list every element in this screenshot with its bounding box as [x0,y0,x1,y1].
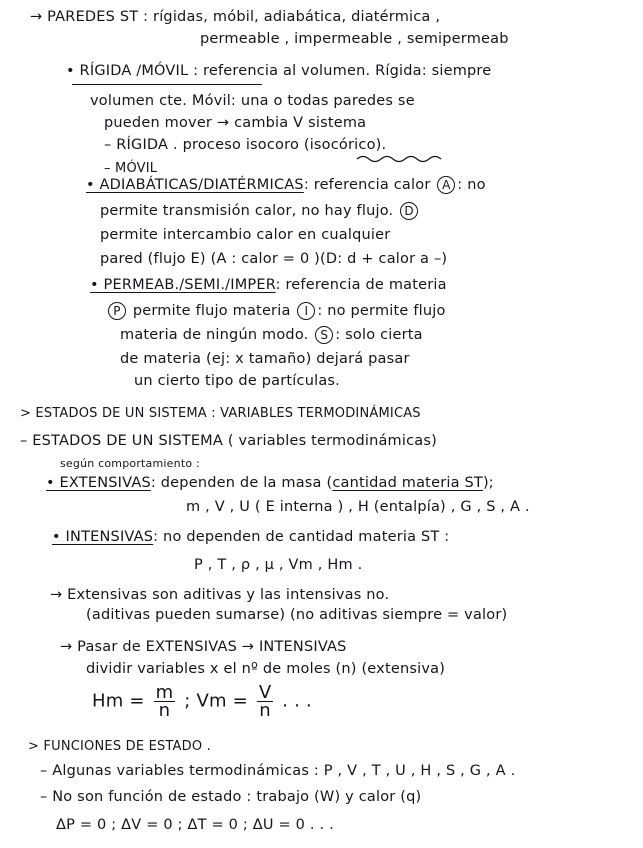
funciones-heading: > FUNCIONES DE ESTADO . [28,739,211,754]
permeab-line-4: de materia (ej: x tamaño) dejará pasar [120,351,410,367]
fraction-denominator-n-2: n [259,700,271,721]
extensivas-heading: • EXTENSIVAS [46,475,151,491]
estados-line-1: – ESTADOS DE UN SISTEMA ( variables termodinámicas) [20,433,437,449]
formula-dots: . . . [282,690,312,712]
notes-line-1: → Extensivas son aditivas y las intensivas no. [50,587,390,603]
circled-letter-p: P [108,302,126,320]
notes-line-2: (aditivas pueden sumarse) (no aditivas siempre = valor) [86,607,508,623]
notes-line-4: dividir variables x el nº de moles (n) (extensiva) [86,661,446,677]
adiabaticas-line-1 [86,176,486,194]
funciones-line-4: ΔP = 0 ; ΔV = 0 ; ΔT = 0 ; ΔU = 0 . . . [56,817,334,833]
fraction-numerator-m: m [155,682,174,703]
adiabaticas-line-4: pared (flujo E) (A : calor = 0 )(D: d + calor a –) [100,251,448,267]
paredes-line-1: → PAREDES ST : rígidas, móbil, adiabática, diatérmica , [30,9,441,25]
permeab-line-2-text: permite flujo materia [132,303,291,319]
rigida-line-3: pueden mover → cambia V sistema [104,115,367,131]
circled-letter-i: I [297,302,315,320]
formula-hm: Hm = [92,690,145,712]
fraction-denominator-n: n [158,700,171,721]
estados-heading: > ESTADOS DE UN SISTEMA : VARIABLES TERMODINÁMICAS [20,406,421,421]
adiabaticas-line-2 [100,202,420,220]
permeab-line-3 [120,326,423,344]
adiabaticas-line-3: permite intercambio calor en cualquier [100,227,391,243]
adiabaticas-heading: • ADIABÁTICAS/DIATÉRMICAS [86,177,304,193]
permeab-ref: : referencia de materia [275,277,447,293]
extensivas-tail: : dependen de la masa ( [150,475,333,491]
fraction-m-over-n [154,684,176,719]
permeab-line-5: un cierto tipo de partículas. [134,373,340,389]
intensivas-line-1 [52,528,449,546]
intensivas-line-2: P , T , ρ , μ , Vm , Hm . [194,557,363,573]
squiggle-decoration [355,154,445,164]
extensivas-underlined: cantidad materia ST [332,475,483,491]
rigida-underline [72,84,262,85]
rigida-line-4: – RÍGIDA . proceso isocoro (isocórico). [104,137,387,153]
adiabaticas-ref: : referencia calor [303,177,431,193]
intensivas-heading: • INTENSIVAS [52,529,154,545]
rigida-line-2: volumen cte. Móvil: una o todas paredes se [90,93,415,109]
extensivas-end: ); [482,475,494,491]
formula-vm: ; Vm = [184,690,248,712]
notes-line-3: → Pasar de EXTENSIVAS → INTENSIVAS [60,639,347,655]
adiabaticas-line-2-text: permite transmisión calor, no hay flujo. [100,203,394,219]
permeab-line-2 [106,302,446,320]
paredes-line-2: permeable , impermeable , semipermeab [200,31,509,47]
circled-letter-a: A [437,176,455,194]
fraction-v-over-n [257,684,274,719]
estados-line-2: según comportamiento : [60,457,200,470]
permeab-line-2-tail: : no permite flujo [317,303,446,319]
intensivas-tail: : no dependen de cantidad materia ST : [153,529,450,545]
extensivas-line-2: m , V , U ( E interna ) , H (entalpía) , G , S , A . [186,499,530,515]
molar-formula [92,684,312,719]
permeab-heading: • PERMEAB./SEMI./IMPER [90,277,276,293]
fraction-numerator-v: V [258,682,272,703]
circled-letter-s: S [315,326,333,344]
circled-letter-d: D [400,202,418,220]
permeab-line-3-tail: : solo cierta [335,327,423,343]
permeab-line-1 [90,276,447,294]
adiabaticas-no: : no [457,177,486,193]
funciones-line-2: – Algunas variables termodinámicas : P , V , T , U , H , S , G , A . [40,763,516,779]
permeab-line-3-text: materia de ningún modo. [120,327,309,343]
extensivas-line-1 [46,474,494,492]
rigida-line-5: – MÓVIL [104,161,158,176]
rigida-line-1: • RÍGIDA /MÓVIL : referencia al volumen. Rígida: siempre [66,63,492,79]
funciones-line-3: – No son función de estado : trabajo (W) y calor (q) [40,789,422,805]
